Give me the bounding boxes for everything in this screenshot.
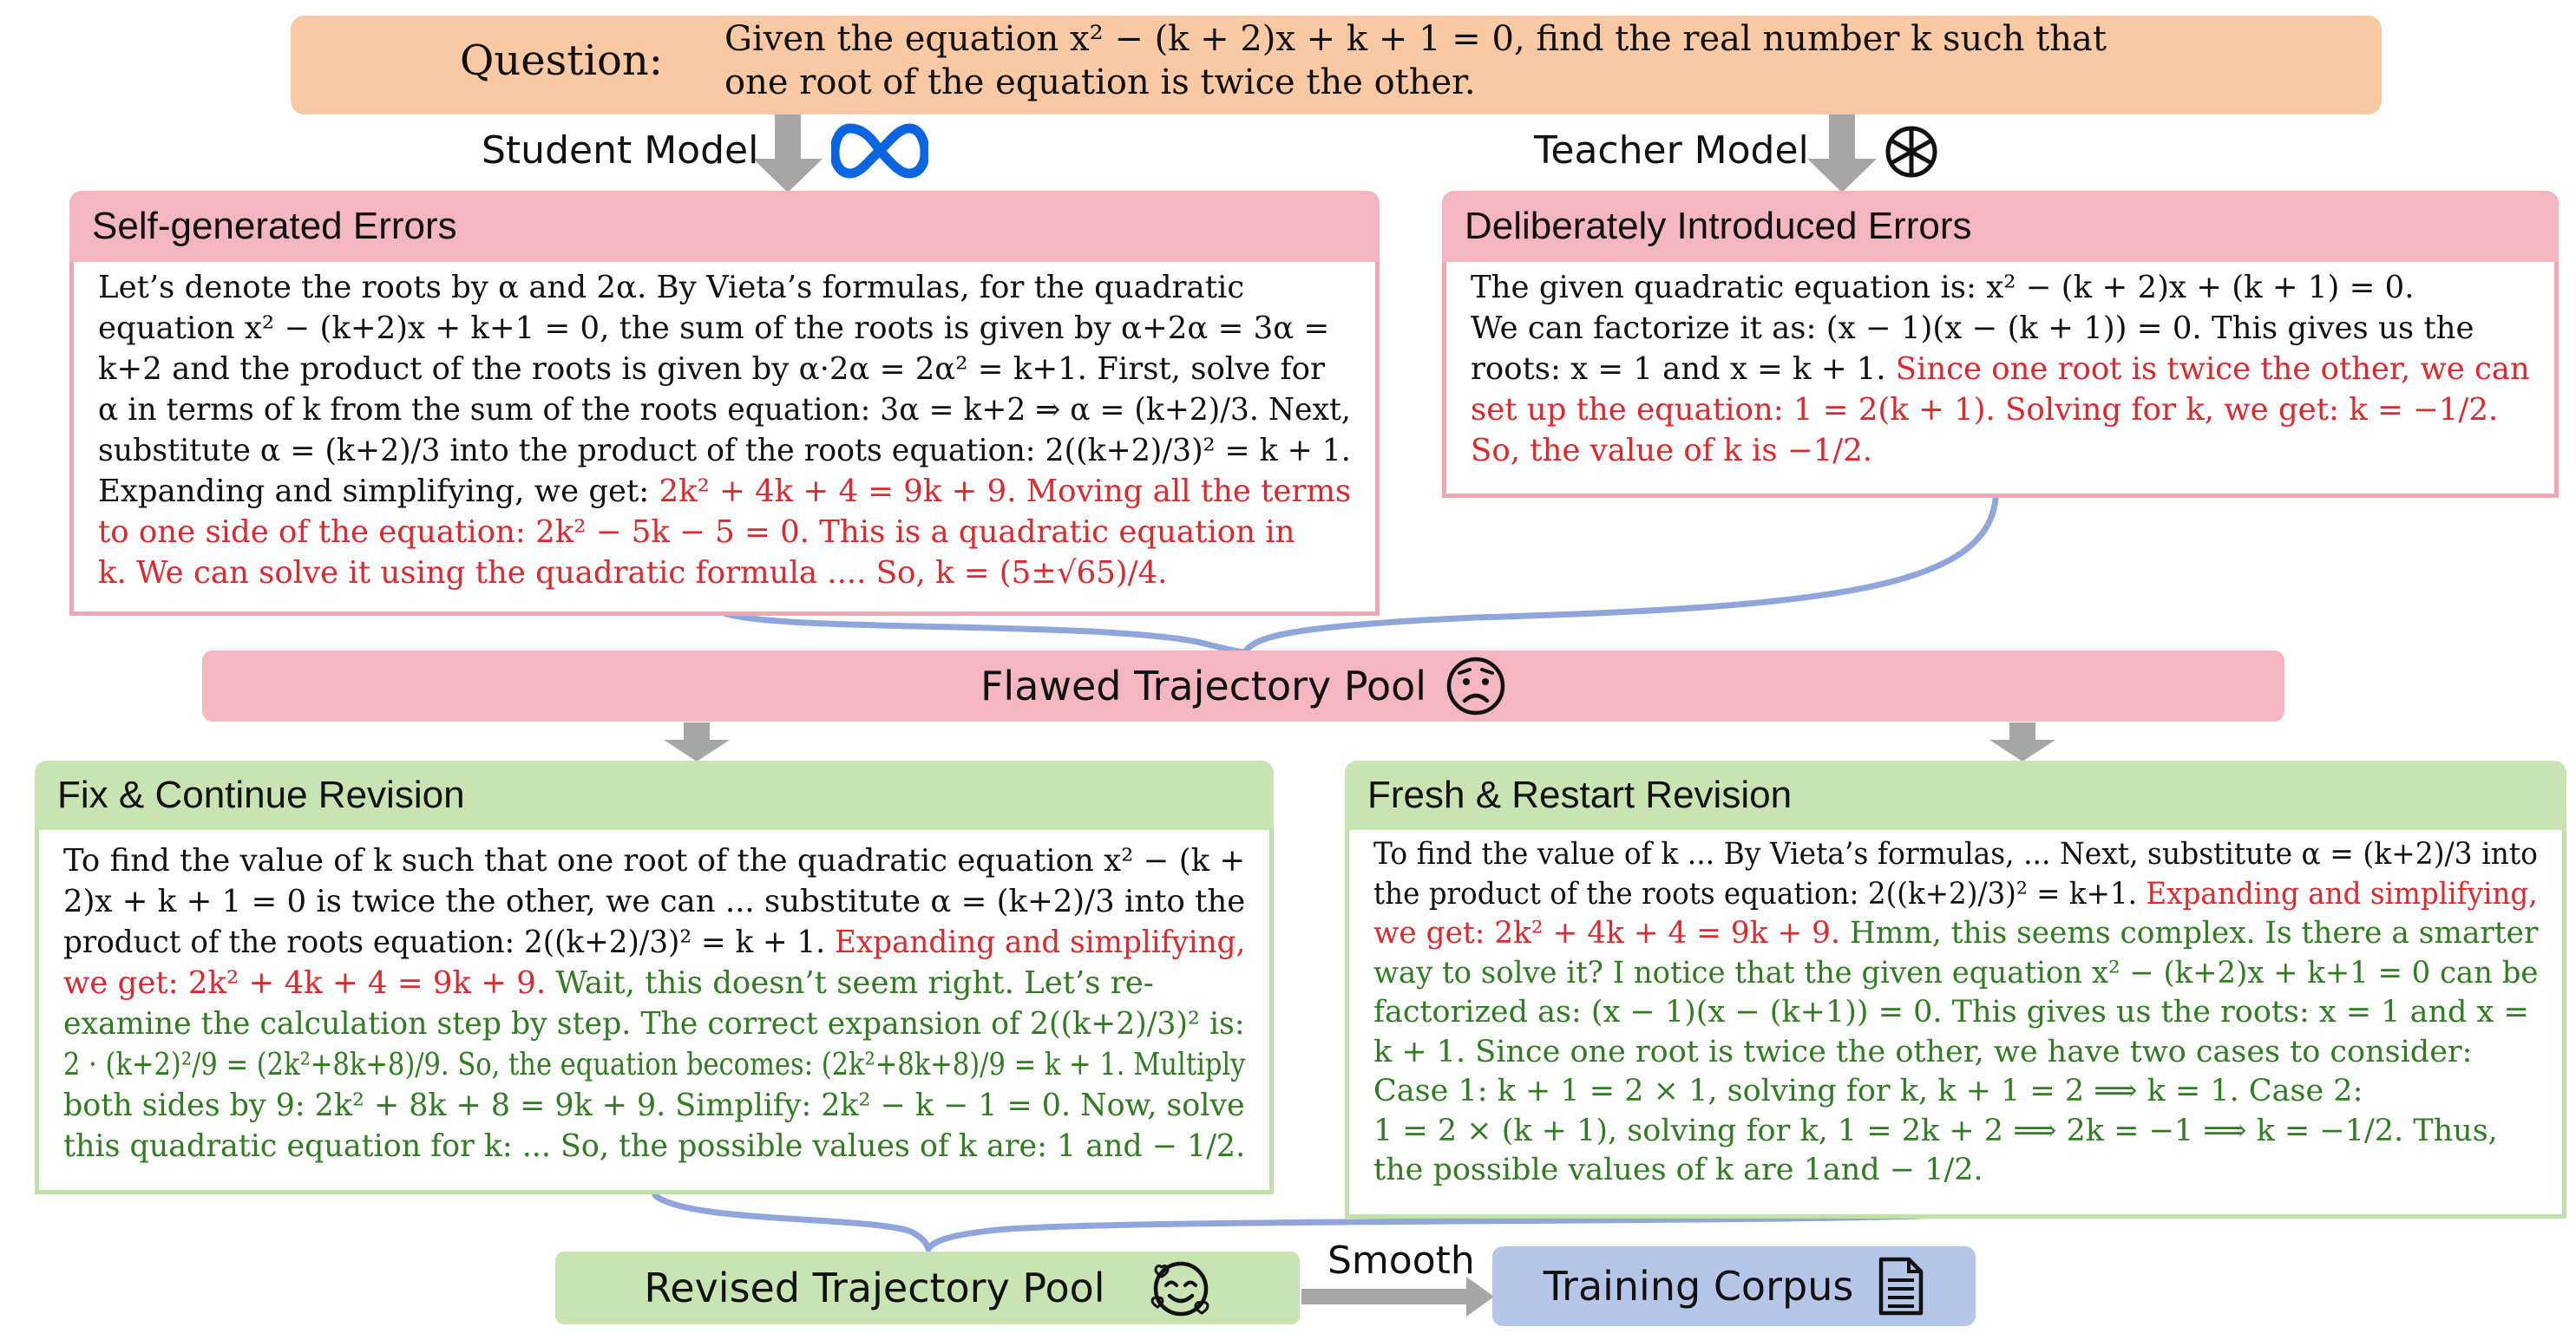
text-segment-red: Expanding and simplifying, [2146,876,2538,912]
fresh-restart-body [1345,830,2566,1219]
text-line: To find the value of k such that one root of the quadratic equation x² − (k + [63,843,1246,879]
text-segment-black: product of the roots equation: 2((k+2)/3)² = k + 1. [63,925,835,960]
text-line: The given quadratic equation is: x² − (k + 2)x + (k + 1) = 0. [1471,270,2415,305]
text-line: We can factorize it as: (x − 1)(x − (k + 1)) = 0. This gives us the [1471,310,2474,346]
text-line: equation x² − (k+2)x + k+1 = 0, the sum of the roots is given by α+2α = 3α = [98,310,1330,346]
text-line: this quadratic equation for k: ... So, the possible values of k are: 1 and − 1/2. [63,1128,1246,1164]
text-line: factorized as: (x − 1)(x − (k+1)) = 0. This gives us the roots: x = 1 and x = [1373,995,2529,1030]
text-line [63,963,1154,1003]
self-generated-errors-text [98,267,1351,593]
fresh-restart-title: Fresh & Restart Revision [1367,774,1793,816]
text-line: both sides by 9: 2k² + 8k + 8 = 9k + 9. Simplify: 2k² − k − 1 = 0. Now, solve [63,1088,1245,1123]
text-line [1373,875,2538,915]
fix-continue-title: Fix & Continue Revision [57,774,465,816]
text-line: k. We can solve it using the quadratic formula .... So, k = (5±√65)/4. [98,555,1168,591]
text-segment-red: Expanding and simplifying, [834,925,1246,960]
text-segment-green: Hmm, this seems complex. Is there a smarter [1849,916,2539,951]
document-icon [1878,1256,1924,1317]
fresh-restart-header [1345,761,2566,830]
question-line-2: one root of the equation is twice the other. [724,62,1476,102]
text-segment-green: Wait, this doesn’t seem right. Let’s re- [555,965,1154,1001]
text-line: 1 = 2 × (k + 1), solving for k, 1 = 2k + 2 ⟹ 2k = −1 ⟹ k = −1/2. Thus, [1373,1113,2498,1148]
fix-continue-body [35,830,1274,1194]
self-generated-errors-header [69,191,1380,262]
text-line: k+2 and the product of the roots is given by α·2α = 2α² = k+1. First, solve for [98,351,1326,387]
smooth-label: Smooth [1327,1239,1475,1283]
smiling-face-with-hearts-icon [1150,1258,1211,1318]
deliberate-errors-title: Deliberately Introduced Errors [1465,205,1972,247]
text-segment-red: we get: 2k² + 4k + 4 = 9k + 9. [63,965,556,1001]
text-line: To find the value of k ... By Vieta’s formulas, ... Next, substitute α = (k+2)/3 into [1373,837,2538,872]
worried-face-icon [1445,656,1506,716]
text-line: 2 · (k+2)²/9 = (2k²+8k+8)/9. So, the equation becomes: (2k²+8k+8)/9 = k + 1. Multiply [63,1047,1246,1082]
meta-infinity-logo-icon [831,121,928,180]
training-corpus-label: Training Corpus [1543,1263,1854,1310]
flawed-trajectory-pool [202,650,2284,722]
self-generated-errors-title: Self-generated Errors [92,205,457,247]
deliberate-errors-header [1442,191,2559,262]
deliberate-errors-text [1471,267,2530,471]
text-line: So, the value of k is −1/2. [1471,433,1873,468]
question-text [724,17,2356,104]
text-line: to one side of the equation: 2k² − 5k − 5 = 0. This is a quadratic equation in [98,514,1295,550]
text-line: substitute α = (k+2)/3 into the product of the roots equation: 2((k+2)/3)² = k + 1. [98,433,1351,468]
text-line: way to solve it? I notice that the given equation x² − (k+2)x + k+1 = 0 can be [1373,955,2539,990]
text-segment-black: roots: x = 1 and x = k + 1. [1471,351,1896,387]
deliberate-errors-body [1442,262,2559,498]
text-segment-red: 2k² + 4k + 4 = 9k + 9. Moving all the terms [659,474,1352,509]
student-model-label: Student Model [482,128,759,173]
text-line: Let’s denote the roots by α and 2α. By Vieta’s formulas, for the quadratic [98,270,1245,305]
training-corpus [1492,1246,1976,1326]
text-segment-black: the product of the roots equation: 2((k+2)/3)² = k+1. [1373,876,2147,912]
text-segment-red: we get: 2k² + 4k + 4 = 9k + 9. [1373,916,1850,951]
text-line: 2)x + k + 1 = 0 is twice the other, we can ... substitute α = (k+2)/3 into the [63,884,1246,919]
flawed-pool-label: Flawed Trajectory Pool [980,663,1427,709]
text-segment-black: Expanding and simplifying, we get: [98,474,659,509]
text-line: examine the calculation step by step. The correct expansion of 2((k+2)/3)² is: [63,1006,1245,1042]
fix-continue-text [63,840,1245,1167]
openai-knot-logo-icon [1881,121,1942,182]
text-line: k + 1. Since one root is twice the other, we have two cases to consider: [1373,1034,2473,1069]
text-line: α in terms of k from the sum of the roots equation: 3α = k+2 ⇒ α = (k+2)/3. Next, [98,392,1351,428]
text-line [1373,914,2538,954]
question-line-1: Given the equation x² − (k + 2)x + k + 1 = 0, find the real number k such that [724,19,2107,59]
text-line: set up the equation: 1 = 2(k + 1). Solving for k, we get: k = −1/2. [1471,392,2499,428]
self-generated-errors-body [69,262,1380,616]
text-line [98,471,1351,512]
text-line [1471,349,2530,389]
question-label: Question: [460,36,663,85]
teacher-model-label: Teacher Model [1534,128,1809,173]
revised-trajectory-pool [555,1252,1300,1324]
text-line: the possible values of k are 1and − 1/2. [1373,1153,1983,1187]
fix-continue-header [35,761,1274,830]
text-segment-red: Since one root is twice the other, we can [1895,351,2530,387]
fresh-restart-text [1373,835,2538,1191]
text-line: Case 1: k + 1 = 2 × 1, solving for k, k + 1 = 2 ⟹ k = 1. Case 2: [1373,1074,2363,1108]
revised-pool-label: Revised Trajectory Pool [644,1265,1105,1311]
text-line [63,922,1245,963]
